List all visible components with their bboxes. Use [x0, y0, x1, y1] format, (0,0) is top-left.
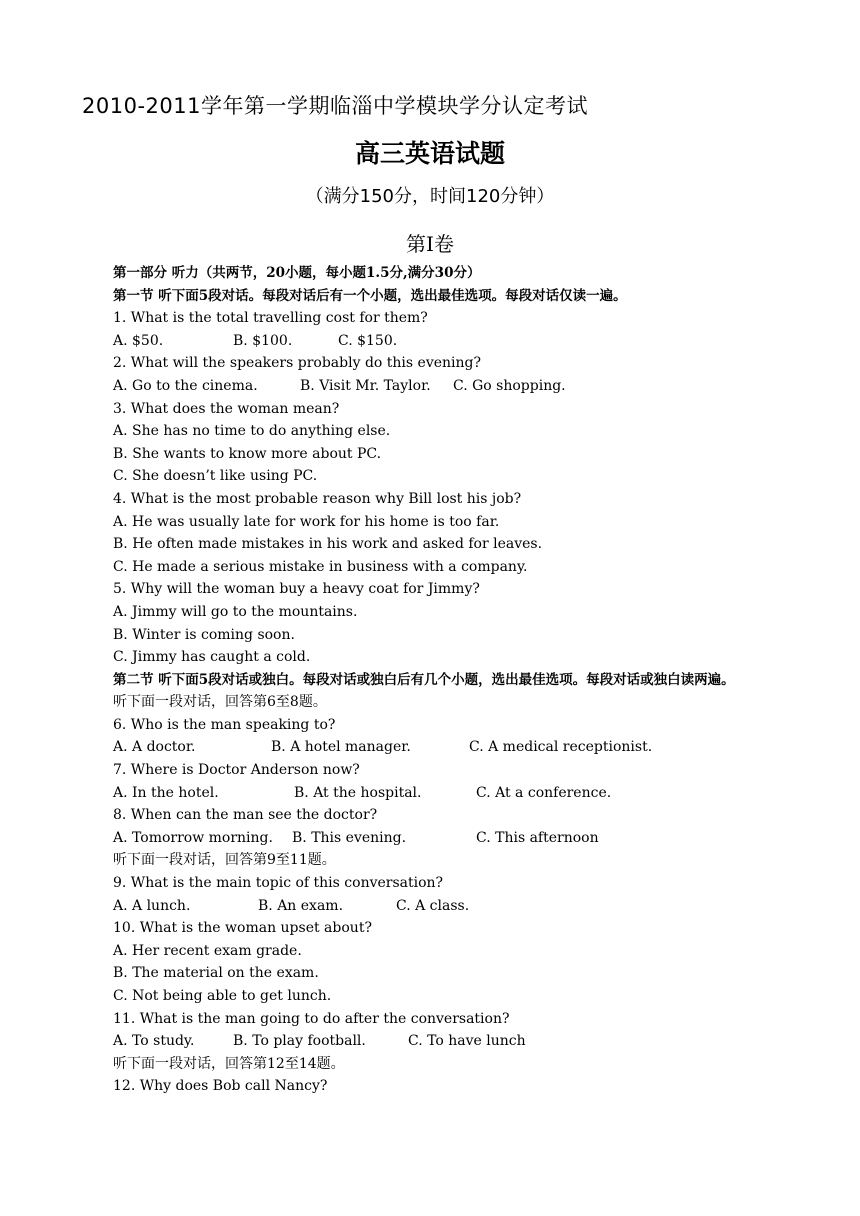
answer-options-row [113, 1030, 793, 1053]
option-a: A. A doctor. [113, 739, 196, 756]
option-b: B. Visit Mr. Taylor. [300, 377, 431, 394]
question-stem: 1. What is the total travelling cost for them? [113, 310, 428, 327]
answer-options-row [113, 330, 793, 353]
answer-options-row [113, 736, 793, 759]
dialogue-intro: 听下面一段对话，回答第12至14题。 [113, 1055, 345, 1072]
option-b: B. A hotel manager. [271, 739, 411, 756]
option-c: C. Jimmy has caught a cold. [113, 649, 311, 666]
option-a: A. He was usually late for work for his home is too far. [113, 513, 500, 530]
option-b: B. An exam. [258, 897, 344, 914]
answer-options-row [113, 827, 793, 850]
question-stem: 8. When can the man see the doctor? [113, 807, 378, 824]
option-a: A. Go to the cinema. [113, 377, 258, 394]
dialogue-intro: 听下面一段对话，回答第6至8题。 [113, 694, 327, 711]
option-b: B. The material on the exam. [113, 965, 319, 982]
answer-options-row [113, 895, 793, 918]
question-stem: 2. What will the speakers probably do this evening? [113, 355, 481, 372]
option-a: A. She has no time to do anything else. [113, 423, 391, 440]
option-a: A. Jimmy will go to the mountains. [113, 603, 358, 620]
volume-label: 第Ⅰ卷 [406, 232, 454, 256]
option-c: C. She doesn’t like using PC. [113, 468, 318, 485]
part-heading: 第一部分 听力（共两节，20小题，每小题1.5分,满分30分） [113, 265, 481, 281]
option-b: B. At the hospital. [294, 784, 422, 801]
option-c: C. This afternoon [476, 829, 599, 846]
option-a: A. Tomorrow morning. [113, 829, 273, 846]
option-a: A. Her recent exam grade. [113, 942, 302, 959]
option-b: B. $100. [233, 332, 293, 349]
dialogue-intro: 听下面一段对话，回答第9至11题。 [113, 852, 336, 869]
option-b: B. She wants to know more about PC. [113, 445, 382, 462]
option-b: B. Winter is coming soon. [113, 626, 295, 643]
listening-part [113, 262, 793, 1098]
option-c: C. At a conference. [476, 784, 612, 801]
option-c: C. He made a serious mistake in business with a company. [113, 558, 528, 575]
option-a: A. In the hotel. [113, 784, 219, 801]
question-stem: 5. Why will the woman buy a heavy coat for Jimmy? [113, 581, 480, 598]
subject-title: 高三英语试题 [354, 139, 505, 168]
section-heading: 第一节 听下面5段对话。每段对话后有一个小题，选出最佳选项。每段对话仅读一遍。 [113, 287, 627, 304]
question-stem: 10. What is the woman upset about? [113, 920, 372, 937]
option-b: B. To play football. [233, 1033, 366, 1050]
option-b: B. This evening. [292, 829, 407, 846]
option-b: B. He often made mistakes in his work and asked for leaves. [113, 536, 543, 553]
option-c: C. A class. [396, 897, 470, 914]
option-c: C. Not being able to get lunch. [113, 988, 332, 1004]
question-stem: 4. What is the most probable reason why Bill lost his job? [113, 490, 522, 507]
score-note: （满分150分，时间120分钟） [305, 186, 555, 207]
section-heading: 第二节 听下面5段对话或独白。每段对话或独白后有几个小题，选出最佳选项。每段对话或独白读两遍。 [113, 671, 735, 688]
answer-options-row [113, 375, 793, 398]
exam-title: 2010-2011学年第一学期临淄中学模块学分认定考试 [82, 94, 588, 118]
option-a: A. A lunch. [113, 897, 191, 914]
option-c: C. To have lunch [408, 1033, 526, 1050]
question-stem: 3. What does the woman mean? [113, 400, 340, 417]
option-c: C. A medical receptionist. [469, 739, 653, 756]
option-c: C. Go shopping. [453, 377, 566, 394]
option-a: A. To study. [113, 1033, 195, 1050]
option-c: C. $150. [338, 332, 398, 349]
option-a: A. $50. [113, 332, 164, 349]
question-stem: 11. What is the man going to do after the conversation? [113, 1010, 510, 1027]
question-stem: 7. Where is Doctor Anderson now? [113, 762, 360, 779]
answer-options-row [113, 782, 793, 805]
question-stem: 12. Why does Bob call Nancy? [113, 1078, 328, 1095]
question-stem: 6. Who is the man speaking to? [113, 716, 336, 733]
question-stem: 9. What is the main topic of this conversation? [113, 875, 444, 892]
